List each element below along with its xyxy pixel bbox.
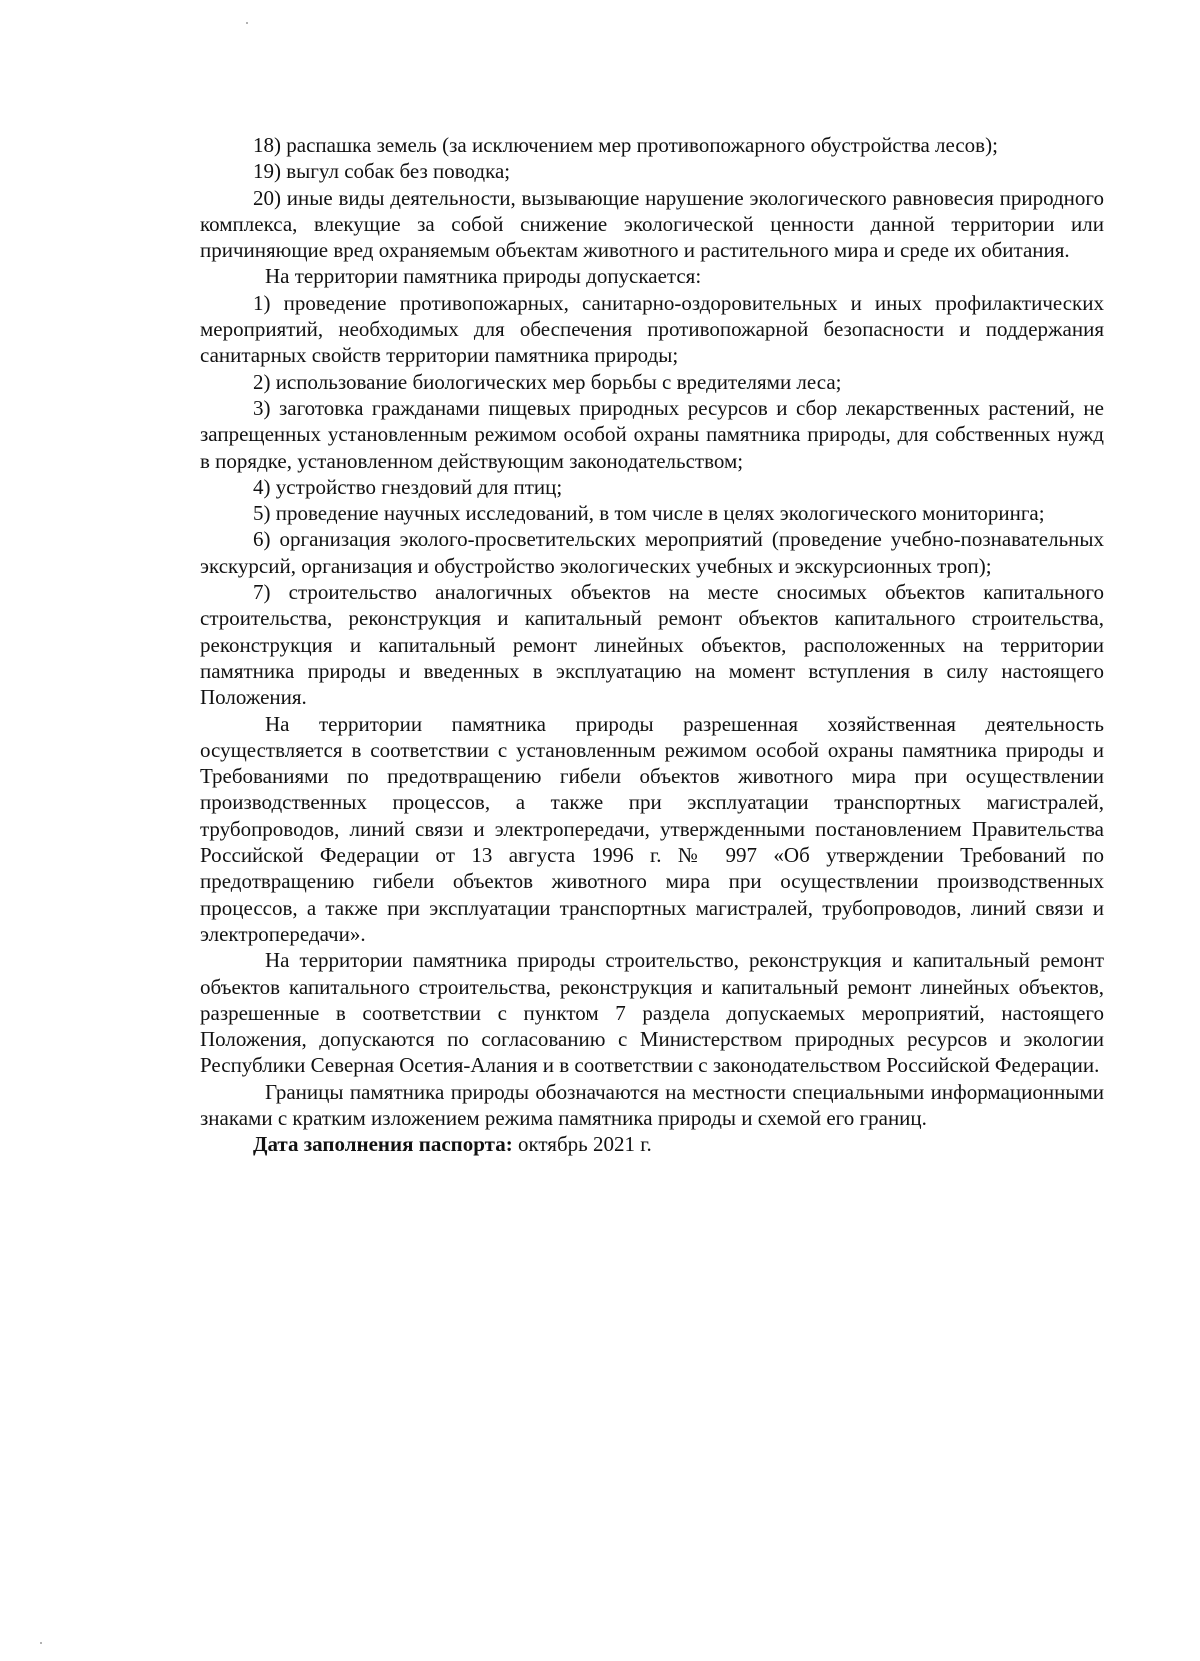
scan-speck bbox=[246, 22, 248, 24]
allowed-item-6: 6) организация эколого-просветительских мероприятий (проведение учебно-познавательных экскурсий, организация и обустройство экологических учебных и экскурсионных троп); bbox=[200, 527, 1104, 578]
fill-date-line bbox=[200, 1131, 1104, 1157]
fill-date-label: Дата заполнения паспорта: bbox=[253, 1132, 513, 1157]
allowed-item-5: 5) проведение научных исследований, в том числе в целях экологического мониторинга; bbox=[253, 501, 1045, 526]
list-item-19: 19) выгул собак без поводка; bbox=[253, 159, 511, 184]
economic-activity-paragraph: На территории памятника природы разрешенная хозяйственная деятельность осуществляется в соответствии с установленным режимом особой охраны памятника природы и Требованиями по предотвращению гибели объектов животного мира при осуществлении производственных процессов, а также при эксплуатации транспортных магистралей, трубопроводов, линий связи и электропередачи, утвержденными постановлением Правительства Российской Федерации от 13 августа 1996 г. № 997 «Об утверждении Требований по предотвращению гибели объектов животного мира при осуществлении производственных процессов, а также при эксплуатации транспортных магистралей, трубопроводов, линий связи и электропередачи». bbox=[200, 711, 1104, 946]
list-item-20: 20) иные виды деятельности, вызывающие нарушение экологического равновесия природного комплекса, влекущие за собой снижение экологической ценности данной территории или причиняющие вред охраняемым объектам животного и растительного мира и среде их обитания. bbox=[200, 185, 1104, 263]
boundaries-paragraph: Границы памятника природы обозначаются на местности специальными информационными знаками с кратким изложением режима памятника природы и схемой его границ. bbox=[200, 1079, 1104, 1130]
allowed-item-2: 2) использование биологических мер борьбы с вредителями леса; bbox=[253, 369, 842, 394]
list-item-18: 18) распашка земель (за исключением мер противопожарного обустройства лесов); bbox=[253, 133, 998, 157]
allowed-item-1: 1) проведение противопожарных, санитарно-оздоровительных и иных профилактических мероприятий, необходимых для обеспечения противопожарной безопасности и поддержания санитарных свойств территории памятника природы; bbox=[200, 290, 1104, 368]
allowed-item-7: 7) строительство аналогичных объектов на месте сносимых объектов капитального строительства, реконструкция и капитальный ремонт объектов капитального строительства, реконструкция и капитальный ремонт линейных объектов, расположенных на территории памятника природы и введенных в эксплуатацию на момент вступления в силу настоящего Положения. bbox=[200, 580, 1104, 710]
document-page bbox=[200, 132, 1104, 1158]
allowed-heading: На территории памятника природы допускается: bbox=[265, 264, 702, 289]
construction-paragraph: На территории памятника природы строительство, реконструкция и капитальный ремонт объектов капитального строительства, реконструкция и капитальный ремонт линейных объектов, разрешенные в соответствии с пунктом 7 раздела допускаемых мероприятий, настоящего Положения, допускаются по согласованию с Министерством природных ресурсов и экологии Республики Северная Осетия-Алания и в соответствии с законодательством Российской Федерации. bbox=[200, 948, 1104, 1078]
allowed-item-4: 4) устройство гнездовий для птиц; bbox=[253, 474, 563, 499]
fill-date-value: октябрь 2021 г. bbox=[517, 1132, 652, 1157]
scan-speck bbox=[40, 1642, 42, 1644]
allowed-item-3: 3) заготовка гражданами пищевых природных ресурсов и сбор лекарственных растений, не запрещенных установленным режимом особой охраны памятника природы, для собственных нужд в порядке, установленном действующим законодательством; bbox=[200, 395, 1104, 473]
